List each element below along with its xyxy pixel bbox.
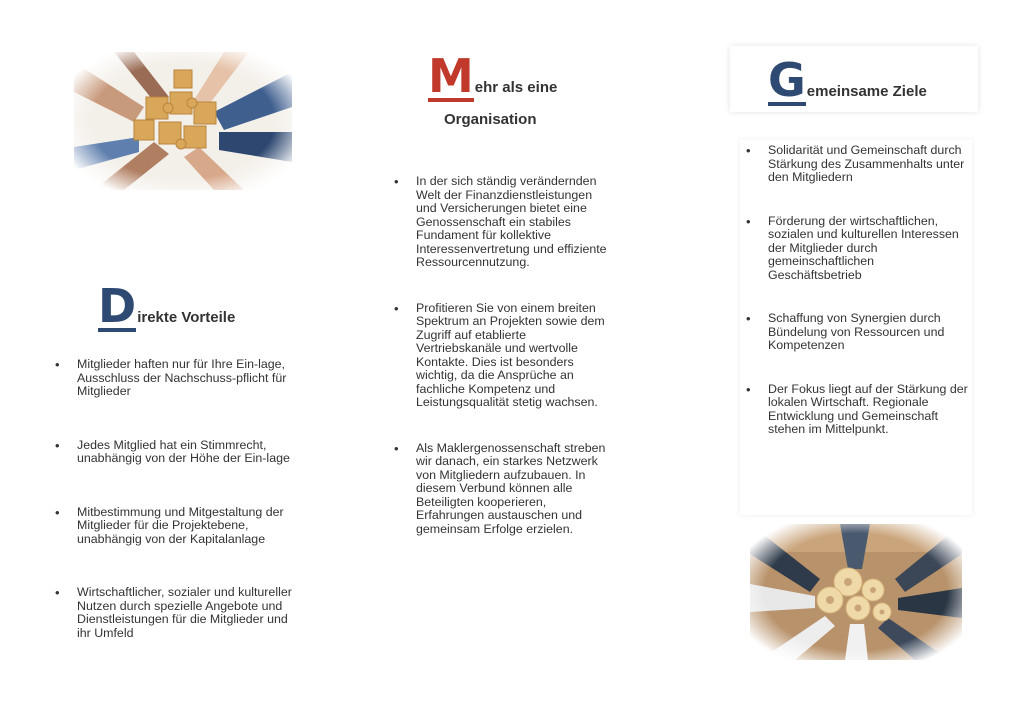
heading-mehr-als-eine [428,49,558,103]
puzzle-hands-photo [74,52,292,190]
heading-text: ehr als eine [474,79,558,96]
list-item: • Als Maklergenossenschaft streben wir danach, ein starkes Netzwerk von Mitgliedern aufzubauen. In diesem Verbund können alle Beteiligten kooperieren, Erfahrungen austauschen und gemeinsam Erfolge erzielen. [394,442,608,537]
list-item: • Der Fokus liegt auf der Stärkung der lokalen Wirtschaft. Regionale Entwicklung und Gemeinschaft stehen im Mittelpunkt. [746,383,968,437]
heading-text: emeinsame Ziele [806,83,927,100]
heading-text: irekte Vorteile [137,309,236,326]
heading-initial: G [768,53,806,107]
heading-direkte-vorteile [98,279,236,333]
advantages-list [55,358,300,640]
list-item: • Schaffung von Synergien durch Bündelung von Ressourcen und Kompetenzen [746,312,968,353]
list-item: • Förderung der wirtschaftlichen, sozialen und kulturellen Interessen der Mitglieder durch gemeinschaftlichen Geschäftsbetrieb [746,215,968,283]
heading-text-line2: Organisation [444,111,537,128]
heading-initial: D [98,279,137,333]
goals-list [746,144,968,437]
list-item: • Mitglieder haften nur für Ihre Ein-lage, Ausschluss der Nachschuss-pflicht für Mitglieder [55,358,300,399]
gears-hands-photo [750,524,962,660]
list-item: • Profitieren Sie von einem breiten Spektrum an Projekten sowie dem Zugriff auf etablierte Vertriebskanäle und wertvolle Kontakte. Dies ist besonders wichtig, da die Ansprüche an fachliche Kompetenz und Leistungsqualität stetig wachsen. [394,302,608,410]
list-item: • Jedes Mitglied hat ein Stimmrecht, unabhängig von der Höhe der Ein-lage [55,439,300,466]
heading-gemeinsame-ziele [768,53,927,107]
list-item: • Wirtschaftlicher, sozialer und kultureller Nutzen durch spezielle Angebote und Dienstleistungen für die Mitglieder und ihr Umfeld [55,586,300,640]
heading-initial: M [428,49,474,103]
list-item: • Mitbestimmung und Mitgestaltung der Mitglieder für die Projektebene, unabhängig von der Kapitalanlage [55,506,300,547]
organisation-list [394,175,608,536]
list-item: • Solidarität und Gemeinschaft durch Stärkung des Zusammenhalts unter den Mitgliedern [746,144,968,185]
list-item: • In der sich ständig verändernden Welt der Finanzdienstleistungen und Versicherungen bietet eine Genossenschaft ein stabiles Fundament für kollektive Interessenvertretung und effiziente Ressourcennutzung. [394,175,608,270]
